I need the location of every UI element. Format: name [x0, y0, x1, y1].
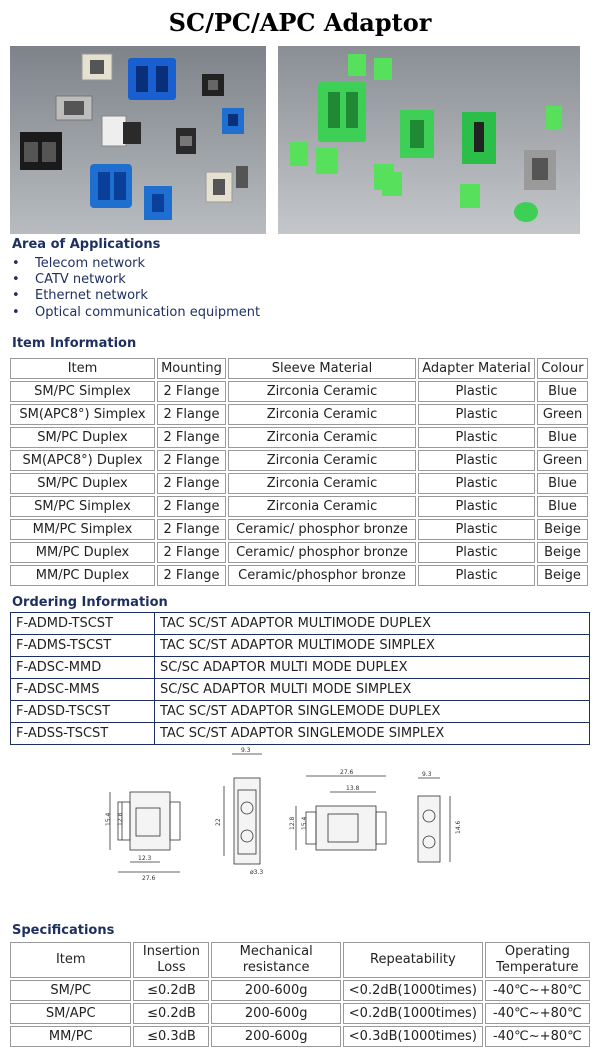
- table-cell: Operating Temperature: [485, 942, 590, 978]
- table-cell: Item: [10, 358, 155, 379]
- table-cell: <0.2dB(1000times): [343, 980, 483, 1001]
- table-cell: Beige: [537, 519, 588, 540]
- applications-heading: Area of Applications: [12, 237, 161, 252]
- table-cell: TAC SC/ST ADAPTOR SINGLEMODE DUPLEX: [155, 701, 590, 723]
- item-info-heading: Item Information: [12, 336, 137, 351]
- table-cell: Item: [10, 942, 131, 978]
- table-cell: <0.3dB(1000times): [343, 1026, 483, 1047]
- table-cell: Adapter Material: [418, 358, 535, 379]
- table-cell: 2 Flange: [157, 496, 226, 517]
- table-row: [11, 635, 590, 657]
- applications-list: [12, 256, 260, 321]
- table-cell: 200-600g: [211, 980, 341, 1001]
- table-cell: -40℃~+80℃: [485, 1003, 590, 1024]
- list-item: • Telecom network: [12, 256, 146, 271]
- dim-label: 22: [215, 818, 222, 826]
- page-title: SC/PC/APC Adaptor: [168, 8, 432, 37]
- table-cell: 200-600g: [211, 1026, 341, 1047]
- table-cell: 2 Flange: [157, 450, 226, 471]
- technical-drawing: [100, 746, 500, 900]
- table-cell: Zirconia Ceramic: [228, 473, 416, 494]
- table-cell: Zirconia Ceramic: [228, 404, 416, 425]
- table-header-row: [10, 942, 590, 978]
- table-cell: 2 Flange: [157, 427, 226, 448]
- table-cell: F-ADMD-TSCST: [11, 613, 155, 635]
- table-cell: F-ADSC-MMD: [11, 657, 155, 679]
- table-cell: F-ADSC-MMS: [11, 679, 155, 701]
- table-cell: Repeatability: [343, 942, 483, 978]
- table-row: [10, 404, 588, 425]
- table-row: [10, 1026, 590, 1047]
- table-cell: Plastic: [418, 450, 535, 471]
- item-info-table: [8, 356, 590, 588]
- table-cell: SM(APC8°) Simplex: [10, 404, 155, 425]
- table-row: [10, 1003, 590, 1024]
- table-cell: F-ADSS-TSCST: [11, 723, 155, 745]
- table-cell: Zirconia Ceramic: [228, 496, 416, 517]
- dim-label: 27.6: [142, 875, 156, 882]
- table-row: [10, 450, 588, 471]
- table-cell: -40℃~+80℃: [485, 980, 590, 1001]
- product-photo-green: [278, 46, 580, 234]
- specs-heading: Specifications: [12, 923, 115, 938]
- dim-label: 15.4: [105, 812, 112, 826]
- product-photo-mixed: [10, 46, 266, 234]
- table-row: [10, 565, 588, 586]
- table-cell: Plastic: [418, 496, 535, 517]
- table-row: [11, 701, 590, 723]
- dim-label: 12.3: [138, 855, 152, 862]
- table-cell: <0.2dB(1000times): [343, 1003, 483, 1024]
- table-cell: Ceramic/phosphor bronze: [228, 565, 416, 586]
- table-cell: ≤0.2dB: [133, 980, 209, 1001]
- dim-label: 27.6: [340, 769, 354, 776]
- table-cell: SC/SC ADAPTOR MULTI MODE DUPLEX: [155, 657, 590, 679]
- list-item: • Ethernet network: [12, 288, 148, 304]
- dim-label: 13.8: [346, 785, 360, 792]
- table-cell: 2 Flange: [157, 565, 226, 586]
- table-cell: TAC SC/ST ADAPTOR MULTIMODE DUPLEX: [155, 613, 590, 635]
- dim-label: 12.8: [289, 816, 296, 830]
- table-cell: SM/PC Simplex: [10, 496, 155, 517]
- table-cell: Plastic: [418, 427, 535, 448]
- table-cell: 2 Flange: [157, 519, 226, 540]
- specs-table: [8, 940, 592, 1049]
- table-cell: TAC SC/ST ADAPTOR MULTIMODE SIMPLEX: [155, 635, 590, 657]
- ordering-heading: Ordering Information: [12, 595, 168, 610]
- table-cell: TAC SC/ST ADAPTOR SINGLEMODE SIMPLEX: [155, 723, 590, 745]
- dim-label: 15.4: [301, 816, 308, 830]
- table-row: [10, 496, 588, 517]
- ordering-table: [10, 612, 590, 745]
- dim-label: 9.3: [241, 747, 251, 754]
- table-cell: SM/PC Duplex: [10, 473, 155, 494]
- table-cell: Sleeve Material: [228, 358, 416, 379]
- table-cell: Zirconia Ceramic: [228, 450, 416, 471]
- table-cell: Zirconia Ceramic: [228, 427, 416, 448]
- table-cell: Plastic: [418, 404, 535, 425]
- table-cell: -40℃~+80℃: [485, 1026, 590, 1047]
- table-cell: Blue: [537, 473, 588, 494]
- table-cell: Colour: [537, 358, 588, 379]
- list-item: • CATV network: [12, 272, 126, 288]
- table-row: [10, 980, 590, 1001]
- table-cell: MM/PC: [10, 1026, 131, 1047]
- table-cell: Mounting: [157, 358, 226, 379]
- table-cell: Plastic: [418, 473, 535, 494]
- table-row: [10, 427, 588, 448]
- table-cell: Mechanical resistance: [211, 942, 341, 978]
- dim-label: ø3.3: [250, 869, 264, 876]
- table-cell: 2 Flange: [157, 381, 226, 402]
- table-cell: 2 Flange: [157, 542, 226, 563]
- table-cell: MM/PC Simplex: [10, 519, 155, 540]
- table-cell: ≤0.3dB: [133, 1026, 209, 1047]
- table-row: [11, 723, 590, 745]
- table-cell: Zirconia Ceramic: [228, 381, 416, 402]
- table-row: [11, 679, 590, 701]
- table-row: [10, 381, 588, 402]
- table-cell: Green: [537, 450, 588, 471]
- table-cell: Blue: [537, 427, 588, 448]
- table-cell: SC/SC ADAPTOR MULTI MODE SIMPLEX: [155, 679, 590, 701]
- table-cell: Ceramic/ phosphor bronze: [228, 542, 416, 563]
- table-cell: SM/APC: [10, 1003, 131, 1024]
- dim-label: 9.3: [422, 771, 432, 778]
- table-cell: Plastic: [418, 565, 535, 586]
- table-cell: MM/PC Duplex: [10, 565, 155, 586]
- table-cell: F-ADMS-TSCST: [11, 635, 155, 657]
- table-row: [11, 657, 590, 679]
- table-cell: F-ADSD-TSCST: [11, 701, 155, 723]
- table-cell: MM/PC Duplex: [10, 542, 155, 563]
- table-cell: 200-600g: [211, 1003, 341, 1024]
- table-cell: 2 Flange: [157, 404, 226, 425]
- dim-label: 14.6: [455, 820, 462, 834]
- table-cell: Green: [537, 404, 588, 425]
- table-cell: Ceramic/ phosphor bronze: [228, 519, 416, 540]
- dim-label: 12.8: [117, 812, 124, 826]
- list-item: • Optical communication equipment: [12, 304, 261, 320]
- table-cell: Blue: [537, 496, 588, 517]
- table-cell: SM/PC: [10, 980, 131, 1001]
- table-row: [10, 519, 588, 540]
- table-cell: 2 Flange: [157, 473, 226, 494]
- table-row: [10, 473, 588, 494]
- table-row: [11, 613, 590, 635]
- table-header-row: [10, 358, 588, 379]
- table-cell: Blue: [537, 381, 588, 402]
- table-cell: SM/PC Simplex: [10, 381, 155, 402]
- table-cell: Beige: [537, 565, 588, 586]
- table-cell: Plastic: [418, 519, 535, 540]
- table-row: [10, 542, 588, 563]
- table-cell: Plastic: [418, 381, 535, 402]
- table-cell: SM/PC Duplex: [10, 427, 155, 448]
- table-cell: Plastic: [418, 542, 535, 563]
- table-cell: Insertion Loss: [133, 942, 209, 978]
- table-cell: Beige: [537, 542, 588, 563]
- table-cell: ≤0.2dB: [133, 1003, 209, 1024]
- table-cell: SM(APC8°) Duplex: [10, 450, 155, 471]
